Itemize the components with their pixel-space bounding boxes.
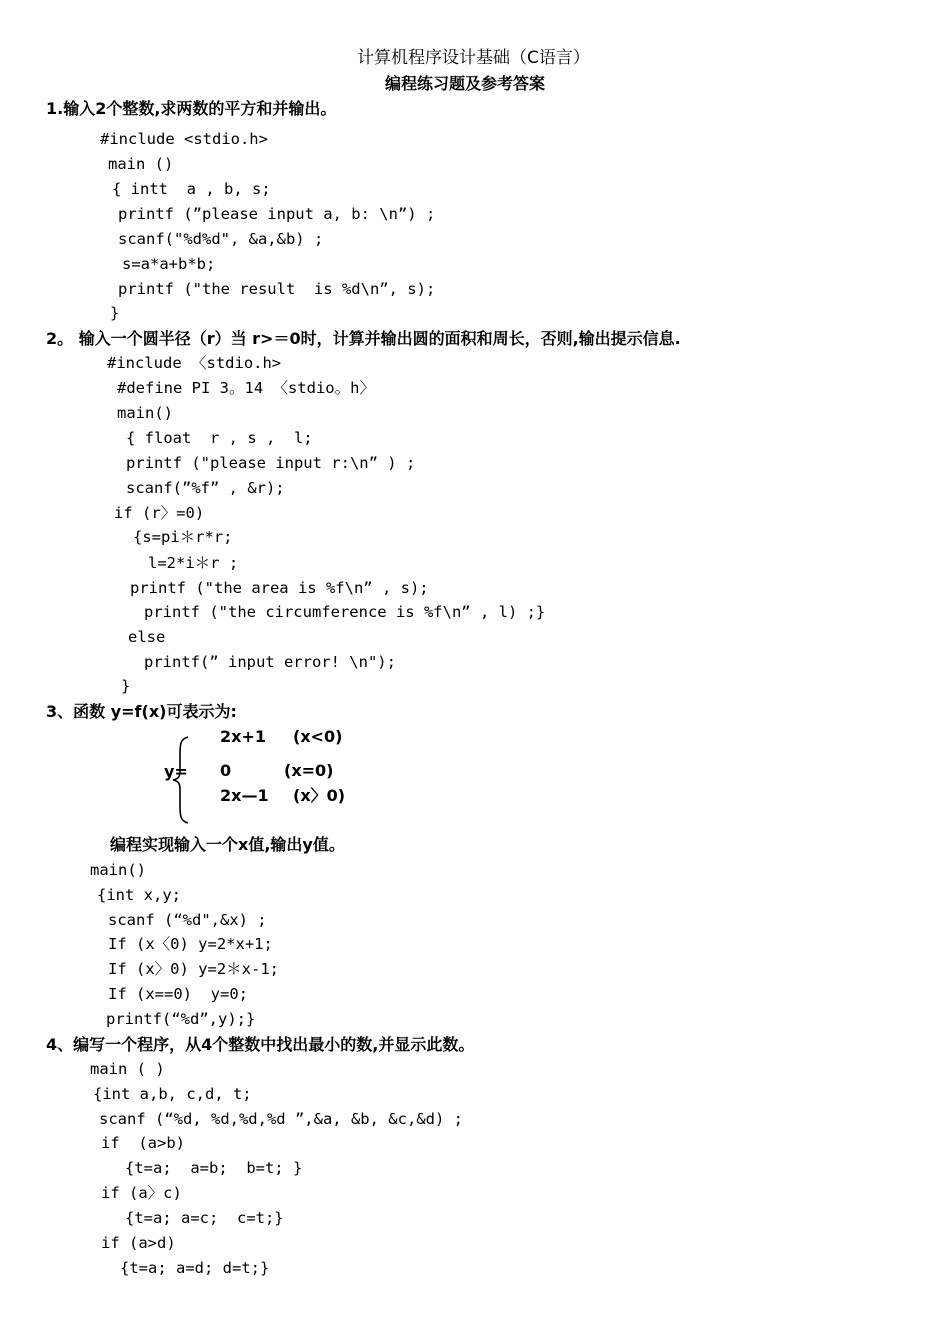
code-line: printf ("the result is %d\n”, s); — [118, 280, 436, 298]
code-line: printf(“%d”,y);} — [106, 1010, 256, 1028]
code-line: If (x〉0) y=2＊x-1; — [108, 960, 279, 978]
code-line: l=2*i＊r ; — [148, 554, 239, 572]
code-line: main () — [108, 155, 174, 173]
case-cond: (x=0) — [284, 761, 334, 780]
code-line: {t=a; a=d; d=t;} — [120, 1259, 270, 1277]
code-line: if (a>b) — [101, 1134, 185, 1152]
page-subtitle: 编程练习题及参考答案 — [385, 74, 546, 93]
code-line: if (a>d) — [101, 1234, 176, 1252]
question-3-task: 编程实现输入一个x值,输出y值。 — [110, 835, 345, 854]
question-3-heading: 3、函数 y=f(x)可表示为: — [46, 702, 237, 721]
code-line: #include 〈stdio.h> — [107, 354, 282, 372]
code-line: scanf(”%f” , &r); — [126, 479, 285, 497]
question-4-heading: 4、编写一个程序，从4个整数中找出最小的数,并显示此数。 — [46, 1035, 475, 1054]
code-line: If (x〈0) y=2*x+1; — [108, 935, 273, 953]
page-title: 计算机程序设计基础（C语言） — [357, 48, 590, 68]
case-expr: 2x—1 — [220, 786, 269, 805]
function-y-label: y= — [164, 762, 188, 781]
case-cond: (x<0) — [293, 727, 343, 746]
code-line: #define PI 3。14 〈stdio。h〉 — [117, 379, 375, 397]
code-line: if (a〉c) — [101, 1184, 182, 1202]
code-line: printf ("please input r:\n” ) ; — [126, 454, 416, 472]
code-line: {int x,y; — [97, 886, 181, 904]
code-line: {t=a; a=b; b=t; } — [125, 1159, 303, 1177]
code-line: {int a,b, c,d, t; — [93, 1085, 252, 1103]
case-expr: 2x+1 — [220, 727, 266, 746]
code-line: main() — [90, 861, 146, 879]
code-line: { intt a , b, s; — [112, 180, 271, 198]
code-line: else — [128, 628, 166, 646]
question-1-heading: 1.输入2个整数,求两数的平方和并输出。 — [46, 99, 337, 118]
code-line: {t=a; a=c; c=t;} — [125, 1209, 284, 1227]
code-line: main() — [117, 404, 173, 422]
code-line: printf ("the circumference is %f\n” , l) ;} — [144, 603, 546, 621]
code-line: {s=pi＊r*r; — [133, 528, 233, 546]
code-line: s=a*a+b*b; — [122, 255, 216, 273]
question-2-heading: 2。 输入一个圆半径（r）当 r>＝0时，计算并输出圆的面积和周长，否则,输出提示信息. — [46, 329, 681, 348]
left-brace-icon — [170, 735, 190, 825]
code-line: printf(” input error! \n"); — [144, 653, 396, 671]
code-line: printf (”please input a, b: \n”) ; — [118, 205, 436, 223]
code-line: scanf (“%d, %d,%d,%d ”,&a, &b, &c,&d) ; — [99, 1110, 463, 1128]
code-line: { float r , s , l; — [126, 429, 313, 447]
code-line: #include <stdio.h> — [100, 130, 268, 148]
code-line: if (r〉=0) — [114, 504, 205, 522]
code-line: scanf("%d%d", &a,&b) ; — [118, 230, 324, 248]
code-line: If (x==0) y=0; — [108, 985, 248, 1003]
code-line: scanf (“%d",&x) ; — [108, 911, 267, 929]
case-cond: (x〉0) — [293, 786, 346, 805]
code-line: } — [121, 677, 131, 695]
case-expr: 0 — [220, 761, 232, 780]
code-line: } — [110, 304, 120, 322]
code-line: main ( ) — [90, 1060, 165, 1078]
code-line: printf ("the area is %f\n” , s); — [130, 579, 429, 597]
